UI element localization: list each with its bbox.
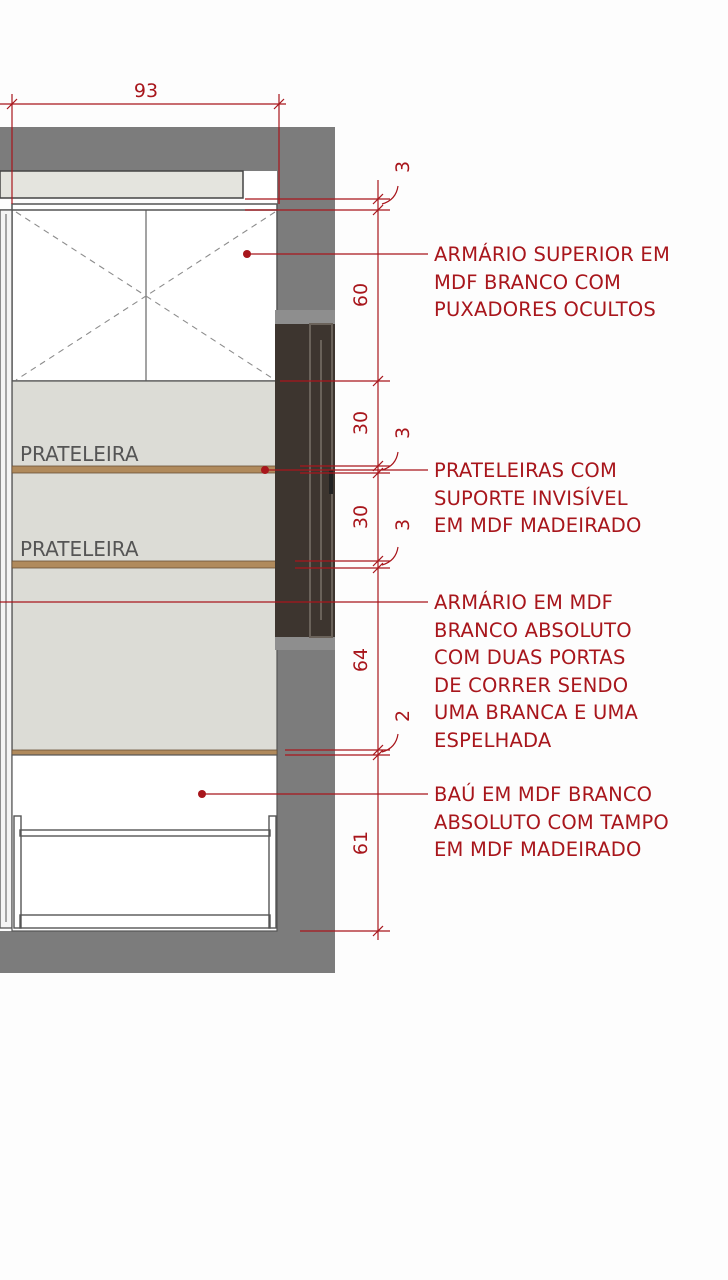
dim-shelf-thickness-2: 3: [392, 518, 414, 532]
dim-chest: 61: [350, 830, 372, 856]
soffit-strip: [0, 171, 243, 198]
top-gap: [245, 172, 277, 199]
dim-upper-cabinet: 60: [350, 282, 372, 308]
dim-base-gap: 2: [392, 709, 414, 723]
callout-line: ARMÁRIO SUPERIOR EM: [434, 243, 670, 266]
callout-line: SUPORTE INVISÍVEL: [434, 486, 628, 510]
floor-slab: [0, 931, 335, 973]
dim-width: 93: [133, 80, 159, 102]
chest: [12, 755, 277, 931]
dim-shelf-thickness-1: 3: [392, 426, 414, 440]
callout-line: BRANCO ABSOLUTO: [434, 618, 632, 642]
callout-upper-cabinet: [434, 241, 670, 324]
callout-line: DE CORRER SENDO: [434, 673, 629, 697]
upper-cabinet: [12, 204, 277, 381]
leader-dot-shelves: [261, 466, 269, 474]
dim-main-cabinet: 64: [350, 647, 372, 673]
callout-line: PRATELEIRAS COM: [434, 459, 617, 482]
shelf-wood-2: [12, 561, 277, 568]
callout-line: COM DUAS PORTAS: [434, 646, 626, 669]
dim-shelf-space-1: 30: [350, 410, 372, 436]
callout-chest: [434, 781, 669, 864]
dim-upper-gap: 3: [392, 160, 414, 174]
callout-line: BAÚ EM MDF BRANCO: [434, 783, 653, 806]
callout-line: MDF BRANCO COM: [434, 270, 622, 294]
callout-shelves: [434, 457, 642, 540]
callout-line: ABSOLUTO COM TAMPO: [434, 810, 669, 834]
shelf-label-2: PRATELEIRA: [20, 537, 139, 561]
callout-line: ARMÁRIO EM MDF: [434, 591, 614, 614]
chest-lid-wood: [12, 750, 277, 755]
leader-dot-chest: [198, 790, 206, 798]
callout-line: EM MDF MADEIRADO: [434, 514, 642, 537]
dim-shelf-space-2: 30: [350, 504, 372, 530]
window-sill-top: [275, 310, 335, 324]
window-sill-bottom: [275, 637, 335, 650]
callout-main-cabinet: [434, 589, 638, 754]
callout-line: EM MDF MADEIRADO: [434, 838, 642, 861]
callout-line: PUXADORES OCULTOS: [434, 298, 656, 321]
shelf-label-1: PRATELEIRA: [20, 442, 139, 466]
callout-line: ESPELHADA: [434, 728, 552, 752]
leader-dot-upper-cabinet: [243, 250, 251, 258]
callout-line: UMA BRANCA E UMA: [434, 701, 639, 724]
shelf-wood-1: [12, 466, 277, 473]
